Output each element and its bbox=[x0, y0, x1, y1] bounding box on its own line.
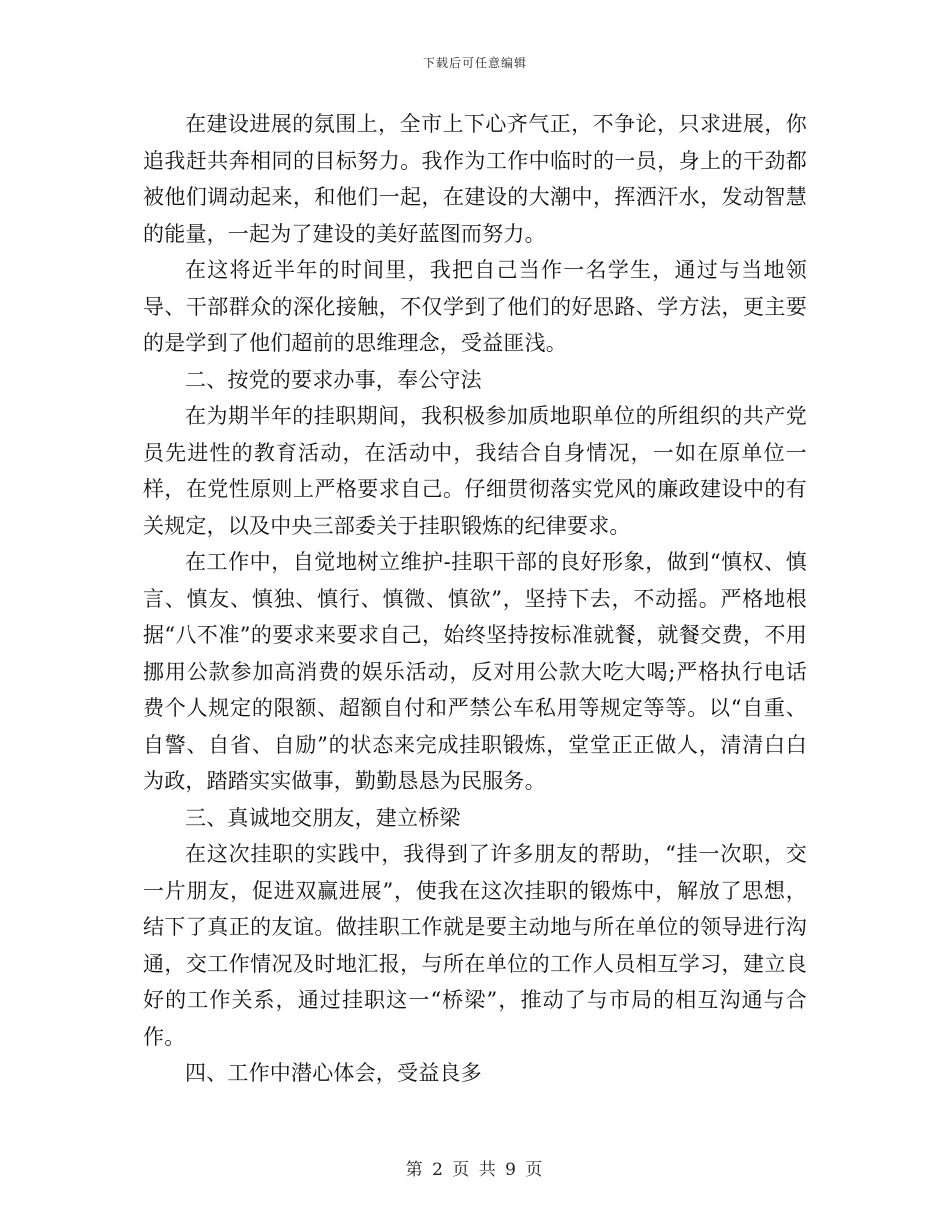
paragraph-2: 在这将近半年的时间里，我把自己当作一名学生，通过与当地领导、干部群众的深化接触，不仅学到了他们的好思路、学方法，更主要的是学到了他们超前的思维理念，受益匪浅。 bbox=[143, 258, 807, 355]
document-body bbox=[143, 106, 807, 1092]
paragraph-3: 在为期半年的挂职期间，我积极参加质地职单位的所组织的共产党员先进性的教育活动，在活动中，我结合自身情况，一如在原单位一样，在党性原则上严格要求自己。仔细贯彻落实党风的廉政建设中的有关规定，以及中央三部委关于挂职锻炼的纪律要求。 bbox=[143, 404, 807, 538]
page-header: 下载后可任意编辑 bbox=[422, 56, 527, 70]
paragraph-1: 在建设进展的氛围上，全市上下心齐气正，不争论，只求进展，你追我赶共奔相同的目标努力。我作为工作中临时的一员，身上的干劲都被他们调动起来，和他们一起，在建设的大潮中，挥洒汗水，发动智慧的能量，一起为了建设的美好蓝图而努力。 bbox=[143, 112, 807, 246]
section-heading-3: 三、真诚地交朋友，建立桥梁 bbox=[185, 805, 461, 830]
page-footer: 第 2 页 共 9 页 bbox=[405, 1160, 545, 1180]
paragraph-5: 在这次挂职的实践中，我得到了许多朋友的帮助，“挂一次职，交一片朋友，促进双赢进展”，使我在这次挂职的锻炼中，解放了思想，结下了真正的友谊。做挂职工作就是要主动地与所在单位的领导进行沟通，交工作情况及时地汇报，与所在单位的工作人员相互学习，建立良好的工作关系，通过挂职这一“桥梁”，推动了与市局的相互沟通与合作。 bbox=[143, 842, 807, 1049]
paragraph-4: 在工作中，自觉地树立维护-挂职干部的良好形象，做到“慎权、慎言、慎友、慎独、慎行、慎微、慎欲”，坚持下去，不动摇。严格地根据“八不准”的要求来要求自己，始终坚持按标准就餐，就餐交费，不用挪用公款参加高消费的娱乐活动，反对用公款大吃大喝;严格执行电话费个人规定的限额、超额自付和严禁公车私用等规定等等。以“自重、自警、自省、自励”的状态来完成挂职锻炼，堂堂正正做人，清清白白为政，踏踏实实做事，勤勤恳恳为民服务。 bbox=[143, 550, 807, 793]
section-heading-2: 二、按党的要求办事，奉公守法 bbox=[185, 367, 482, 392]
section-heading-4: 四、工作中潜心体会，受益良多 bbox=[185, 1061, 482, 1085]
